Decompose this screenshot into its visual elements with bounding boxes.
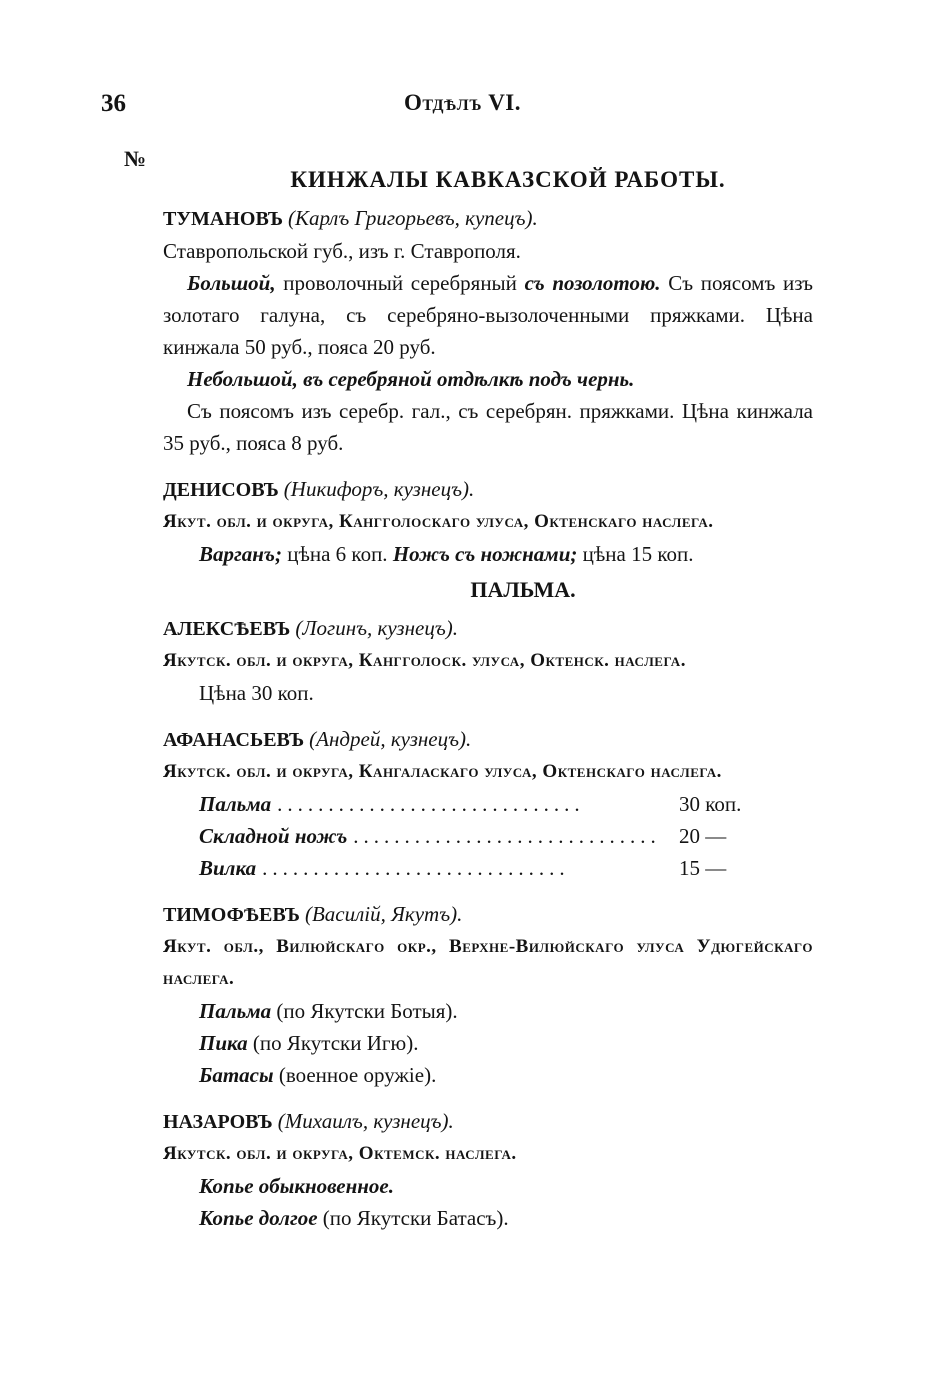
- entry-surname: ТИМОФѢЕВЪ: [163, 904, 300, 926]
- entry-paragraph: [163, 267, 813, 363]
- price-amount: 15 —: [679, 856, 727, 880]
- item-title: Большой,: [187, 271, 276, 295]
- item-title: Копье долгое: [199, 1206, 318, 1230]
- entry-name: [163, 1105, 813, 1138]
- item-text: цѣна 6 коп.: [281, 542, 393, 566]
- entry-surname: ДЕНИСОВЪ: [163, 479, 279, 501]
- entry-place: Якут. обл., Вилюйскаго окр., Верхне-Вилюйскаго улуса Удюгейскаго наслега.: [163, 936, 813, 989]
- number-mark: №: [124, 146, 147, 171]
- entry-item: [163, 538, 813, 570]
- item-text: проволочный серебряный: [275, 271, 525, 295]
- entry-surname: НАЗАРОВЪ: [163, 1111, 273, 1133]
- item-title: Ножъ съ ножнами;: [392, 542, 578, 566]
- entry-desc: (Андрей, кузнецъ).: [309, 727, 472, 751]
- item-title: Батасы: [199, 1063, 274, 1087]
- entry-desc: (Логинъ, кузнецъ).: [295, 616, 458, 640]
- subsection-title: ПАЛЬМА.: [470, 577, 576, 602]
- entry-item: [163, 995, 813, 1027]
- entry-name: [163, 202, 813, 235]
- entry-place: Ставропольской губ., изъ г. Ставрополя.: [163, 239, 521, 263]
- item-text: (по Якутски Ботыя).: [271, 999, 458, 1023]
- entry-name: [163, 723, 813, 756]
- price-label: Вилка: [199, 856, 257, 880]
- entry-surname: ТУМАНОВЪ: [163, 208, 284, 230]
- entry-paragraph: Небольшой, въ серебряной отдѣлкѣ подъ чернь.: [187, 367, 635, 391]
- page-number: 36: [101, 90, 126, 117]
- entry-desc: (Никифоръ, кузнецъ).: [283, 477, 475, 501]
- price-label: Пальма: [199, 792, 272, 816]
- entry-surname: АЛЕКСѢЕВЪ: [163, 618, 291, 640]
- price-label: Складной ножъ: [199, 824, 348, 848]
- entry-place: Якутск. обл. и округа, Кангаласкаго улуса, Октенскаго наслега.: [163, 761, 722, 782]
- item-title: Пика: [199, 1031, 248, 1055]
- price-amount: 20 —: [679, 824, 727, 848]
- item-title: Пальма: [199, 999, 272, 1023]
- entry-item: Цѣна 30 коп.: [199, 681, 314, 705]
- item-text: (по Якутски Игю).: [247, 1031, 419, 1055]
- entry-desc: (Василій, Якутъ).: [304, 902, 463, 926]
- entry-item: Копье обыкновенное.: [199, 1174, 394, 1198]
- section-title: КИНЖАЛЫ КАВКАЗСКОЙ РАБОТЫ.: [290, 167, 726, 192]
- entry-place: Якут. обл. и округа, Кангголоскаго улуса, Октенскаго наслега.: [163, 511, 714, 532]
- price-row: [199, 788, 759, 820]
- item-text: цѣна 15 коп.: [577, 542, 694, 566]
- price-row: [199, 820, 759, 852]
- price-amount: 30 коп.: [679, 792, 742, 816]
- entry-paragraph: Съ поясомъ изъ серебр. гал., съ серебрян. пряжками. Цѣна кинжала 35 руб., пояса 8 руб.: [163, 399, 813, 455]
- entry-surname: АФАНАСЬЕВЪ: [163, 729, 305, 751]
- entry-name: [163, 473, 813, 506]
- item-title: Варганъ;: [199, 542, 282, 566]
- entry-place: Якутск. обл. и округа, Октемск. наслега.: [163, 1143, 517, 1164]
- section-header: Отдѣлъ VI.: [404, 90, 522, 115]
- item-text: (по Якутски Батасъ).: [317, 1206, 509, 1230]
- page-body: [163, 164, 813, 1234]
- item-note: съ позолотою.: [524, 271, 661, 295]
- entry-item: [163, 1202, 813, 1234]
- price-row: [199, 852, 759, 884]
- entry-name: [163, 898, 813, 931]
- leader-dots: ..............................: [262, 856, 570, 880]
- entry-item: [163, 1059, 813, 1091]
- item-text: Съ поясомъ изъ золотаго галуна, съ серебряно-вызолоченными пряжками. Цѣна кинжала 50 руб., пояса 20 руб.: [163, 271, 814, 359]
- entry-name: [163, 612, 813, 645]
- item-text: (военное оружіе).: [273, 1063, 437, 1087]
- leader-dots: ..............................: [277, 792, 585, 816]
- entry-desc: (Карлъ Григорьевъ, купецъ).: [288, 206, 538, 230]
- entry-desc: (Михаилъ, кузнецъ).: [277, 1109, 454, 1133]
- price-list: [163, 788, 759, 884]
- leader-dots: ..............................: [353, 824, 661, 848]
- entry-item: [163, 1027, 813, 1059]
- entry-place: Якутск. обл. и округа, Кангголоск. улуса, Октенск. наслега.: [163, 650, 686, 671]
